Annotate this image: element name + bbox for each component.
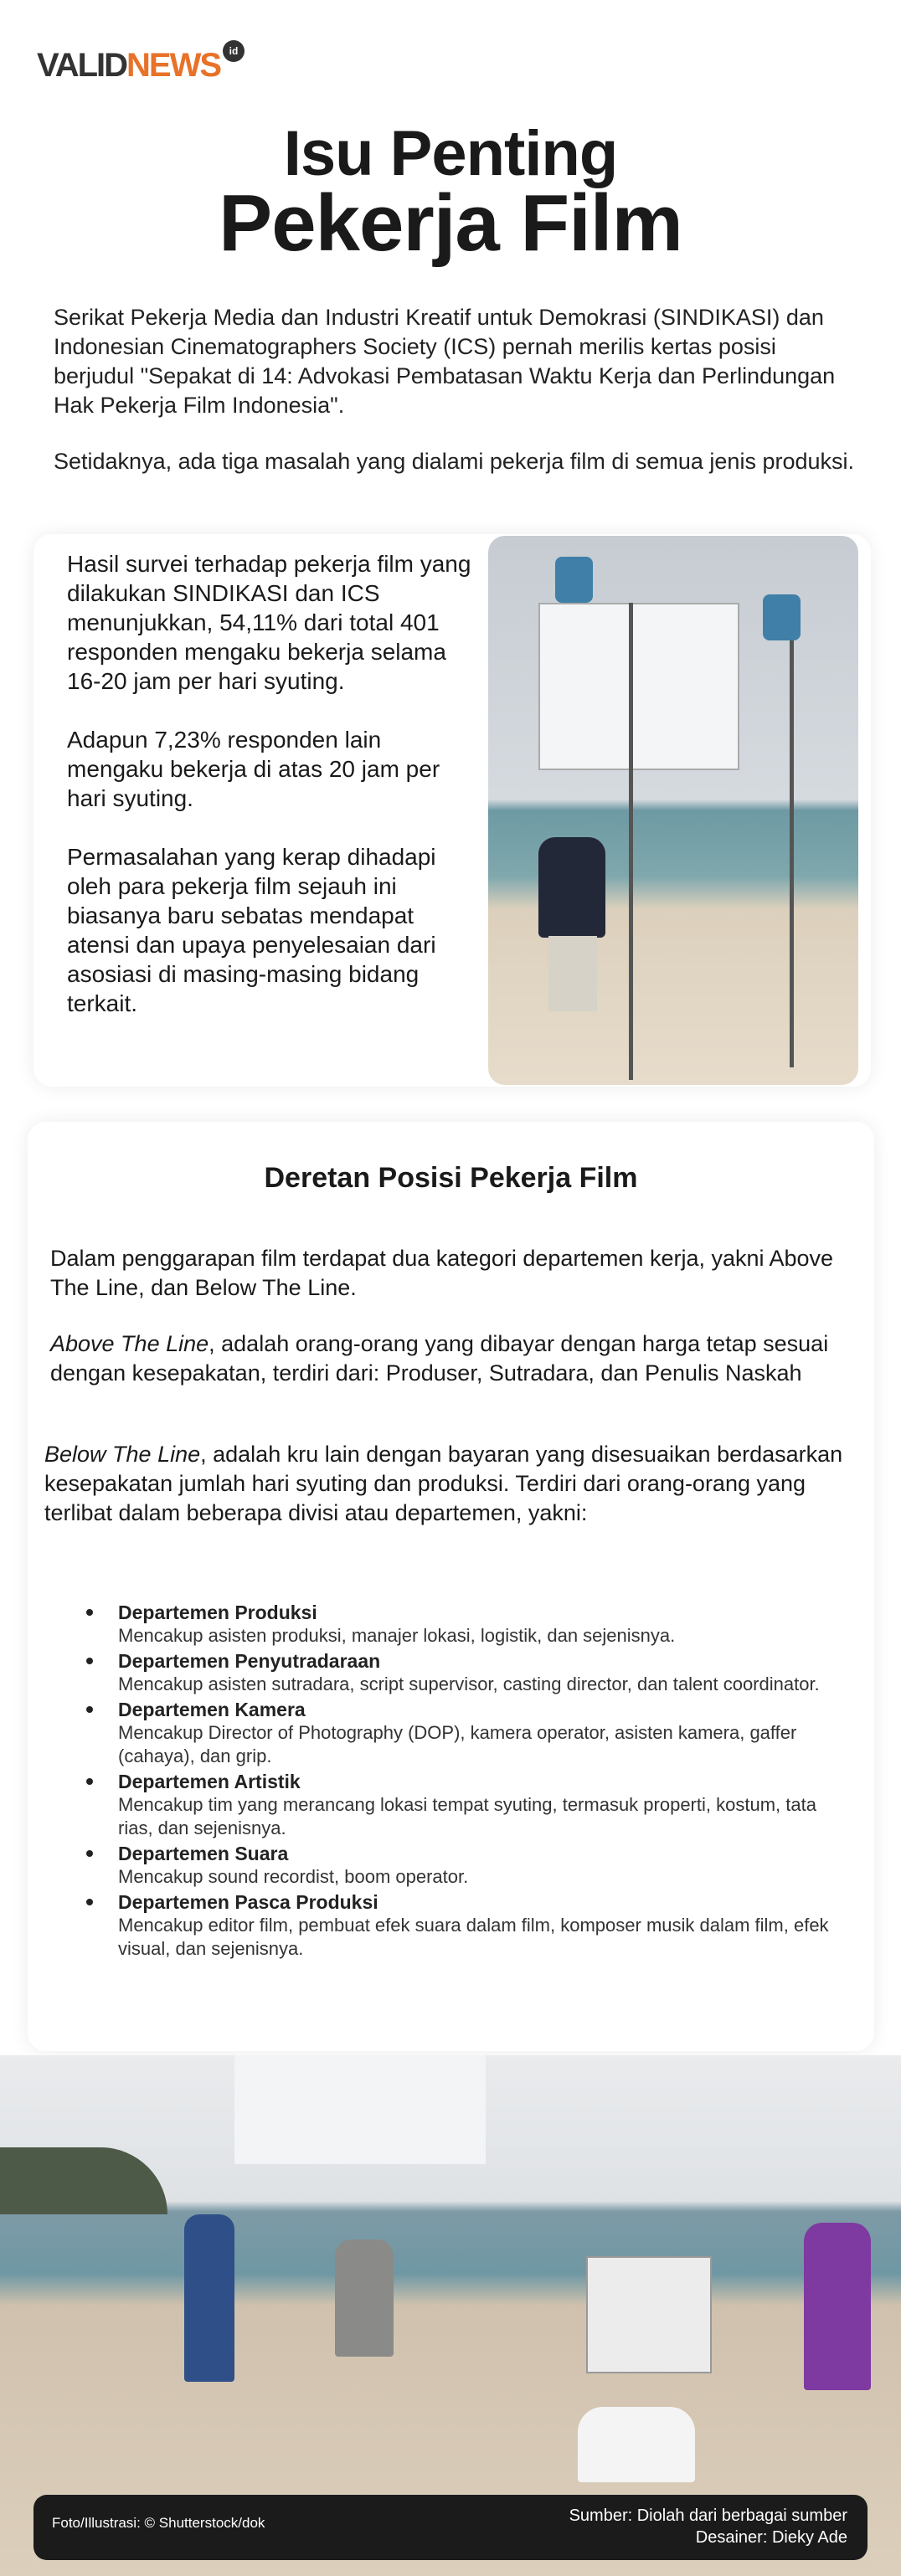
survey-card	[33, 534, 871, 1087]
logo-text-valid: VALID	[37, 47, 127, 84]
intro-paragraph-2: Setidaknya, ada tiga masalah yang dialami pekerja film di semua jenis produksi.	[54, 449, 855, 474]
list-item	[61, 1770, 848, 1840]
crew-shorts	[548, 936, 597, 1011]
survey-paragraph-1: Hasil survei terhadap pekerja film yang dilakukan SINDIKASI dan ICS menunjukkan, 54,11% dari total 401 responden mengaku bekerja selama 16-20 jam per hari syuting.	[67, 551, 471, 694]
department-desc: Mencakup asisten sutradara, script supervisor, casting director, dan talent coordinator.	[118, 1674, 820, 1694]
department-desc: Mencakup editor film, pembuat efek suara dalam film, komposer musik dalam film, efek visual, dan sejenisnya.	[118, 1915, 829, 1959]
above-the-line-term: Above The Line	[50, 1331, 209, 1356]
crew-member-grey	[335, 2239, 394, 2357]
crew-member-white	[578, 2407, 695, 2482]
department-desc: Mencakup sound recordist, boom operator.	[118, 1866, 469, 1887]
department-name: Departemen Suara	[118, 1843, 289, 1864]
list-item	[61, 1842, 848, 1889]
light-stand-1	[629, 603, 633, 1080]
department-desc: Mencakup tim yang merancang lokasi tempat syuting, termasuk properti, kostum, tata rias, dan sejenisnya.	[118, 1794, 816, 1838]
reflector-panel	[538, 603, 739, 770]
list-item	[61, 1649, 848, 1696]
light-lamp-1	[555, 557, 593, 603]
reflector-panel	[234, 2055, 486, 2164]
below-the-line-text: , adalah kru lain dengan bayaran yang disesuaikan berdasarkan kesepakatan jumlah hari syuting dan produksi. Terdiri dari orang-orang yang terlibat dalam beberapa divisi atau departemen, yakni:	[44, 1442, 843, 1525]
photo-credit: Foto/Illustrasi: © Shutterstock/dok	[52, 2515, 265, 2531]
validnews-logo[interactable]	[37, 45, 239, 85]
light-stand-2	[790, 640, 794, 1067]
survey-paragraph-3: Permasalahan yang kerap dihadapi oleh para pekerja film sejauh ini biasanya baru sebatas mendapat atensi dan upaya penyelesaian dari asosiasi di masing-masing bidang terkait.	[67, 844, 436, 1016]
department-name: Departemen Produksi	[118, 1602, 317, 1623]
footer-credits-bar	[33, 2495, 868, 2560]
light-lamp-2	[763, 594, 801, 640]
department-desc: Mencakup Director of Photography (DOP), kamera operator, asisten kamera, gaffer (cahaya), dan grip.	[118, 1722, 797, 1766]
positions-card	[28, 1122, 874, 2051]
logo-text-news: NEWS	[126, 47, 221, 84]
list-item	[61, 1601, 848, 1648]
reflector-small	[586, 2256, 712, 2373]
department-desc: Mencakup asisten produksi, manajer lokasi, logistik, dan sejenisnya.	[118, 1625, 676, 1646]
department-name: Departemen Penyutradaraan	[118, 1650, 381, 1672]
film-set-beach-photo	[488, 536, 858, 1085]
positions-intro: Dalam penggarapan film terdapat dua kategori departemen kerja, yakni Above The Line, dan Below The Line.	[50, 1246, 834, 1300]
below-the-line-term: Below The Line	[44, 1442, 201, 1467]
department-name: Departemen Artistik	[118, 1771, 301, 1792]
department-name: Departemen Pasca Produksi	[118, 1891, 378, 1913]
positions-heading: Deretan Posisi Pekerja Film	[264, 1162, 638, 1194]
source-credit: Sumber: Diolah dari berbagai sumber	[569, 2507, 847, 2525]
logo-badge-id: id	[223, 40, 245, 62]
hill	[0, 2147, 167, 2214]
list-item	[61, 1890, 848, 1961]
above-the-line-text: , adalah orang-orang yang dibayar dengan harga tetap sesuai dengan kesepakatan, terdiri dari: Produser, Sutradara, dan Penulis Naskah	[50, 1331, 829, 1386]
intro-paragraph-1: Serikat Pekerja Media dan Industri Kreatif untuk Demokrasi (SINDIKASI) dan Indonesian Cinematographers Society (ICS) pernah merilis kertas posisi berjudul "Sepakat di 14: Advokasi Pembatasan Waktu Kerja dan Perlindungan Hak Pekerja Film Indonesia".	[54, 305, 836, 418]
survey-paragraph-2: Adapun 7,23% responden lain mengaku bekerja di atas 20 jam per hari syuting.	[67, 727, 440, 811]
department-name: Departemen Kamera	[118, 1699, 306, 1720]
crew-member-purple	[804, 2223, 871, 2390]
crew-member-blue	[184, 2214, 234, 2382]
departments-list	[61, 1601, 848, 1962]
title-line-1: Isu Penting	[283, 118, 618, 189]
title-line-2: Pekerja Film	[219, 178, 682, 268]
list-item	[61, 1698, 848, 1768]
designer-credit: Desainer: Dieky Ade	[695, 2528, 847, 2547]
crew-member	[538, 837, 605, 938]
